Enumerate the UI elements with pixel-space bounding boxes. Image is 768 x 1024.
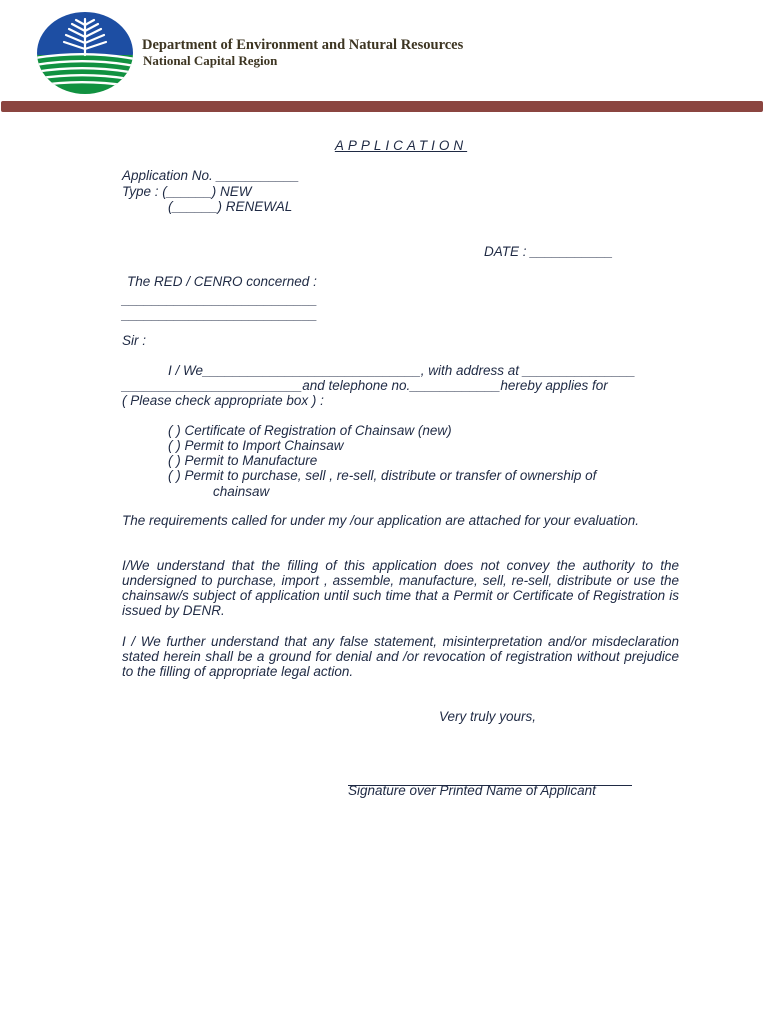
- addressee-line-1[interactable]: __________________________: [122, 292, 318, 307]
- option-permit-import[interactable]: ( ) Permit to Import Chainsaw: [168, 438, 344, 453]
- applicant-intro-line-2[interactable]: ________________________and telephone no.____________hereby applies for: [122, 378, 608, 393]
- requirements-paragraph: The requirements called for under my /our application are attached for your evaluation.: [122, 513, 640, 528]
- option-permit-purchase[interactable]: ( ) Permit to purchase, sell , re-sell, distribute or transfer of ownership of: [168, 468, 597, 483]
- option-certificate-registration[interactable]: ( ) Certificate of Registration of Chainsaw (new): [168, 423, 452, 438]
- type-new-option[interactable]: Type : (______) NEW: [122, 184, 252, 199]
- understanding-paragraph: I/We understand that the filling of this application does not convey the authority to the undersigned to purchase, import , assemble, manufacture, sell, re-sell, distribute or use the chainsaw/s subject of application until such time that a Permit or Certificate of Registration is issued by DENR.: [122, 558, 679, 618]
- form-title: APPLICATION: [334, 138, 468, 153]
- salutation: Sir :: [122, 333, 147, 348]
- type-renewal-option[interactable]: (______) RENEWAL: [168, 199, 293, 214]
- addressee-label: The RED / CENRO concerned :: [127, 274, 317, 289]
- org-name: Department of Environment and Natural Resources: [142, 37, 464, 53]
- header-divider-bar: [1, 101, 763, 112]
- application-number-field[interactable]: Application No. ___________: [122, 168, 300, 183]
- date-field[interactable]: DATE : ___________: [484, 244, 613, 259]
- region-name: National Capital Region: [143, 53, 278, 68]
- applicant-intro-line-1[interactable]: I / We_____________________________, with address at _______________: [168, 363, 636, 378]
- denr-logo: [35, 11, 135, 95]
- signature-label: Signature over Printed Name of Applicant: [348, 783, 596, 798]
- option-permit-purchase-cont: chainsaw: [213, 484, 270, 499]
- check-instruction: ( Please check appropriate box ) :: [122, 393, 324, 408]
- false-statement-paragraph: I / We further understand that any false statement, misinterpretation and/or misdeclaration stated herein shall be a ground for denial and /or revocation of registration without prejudice to the filling of appropriate legal action.: [122, 634, 679, 679]
- closing-text: Very truly yours,: [439, 709, 537, 724]
- option-permit-manufacture[interactable]: ( ) Permit to Manufacture: [168, 453, 318, 468]
- addressee-line-2[interactable]: __________________________: [122, 307, 318, 322]
